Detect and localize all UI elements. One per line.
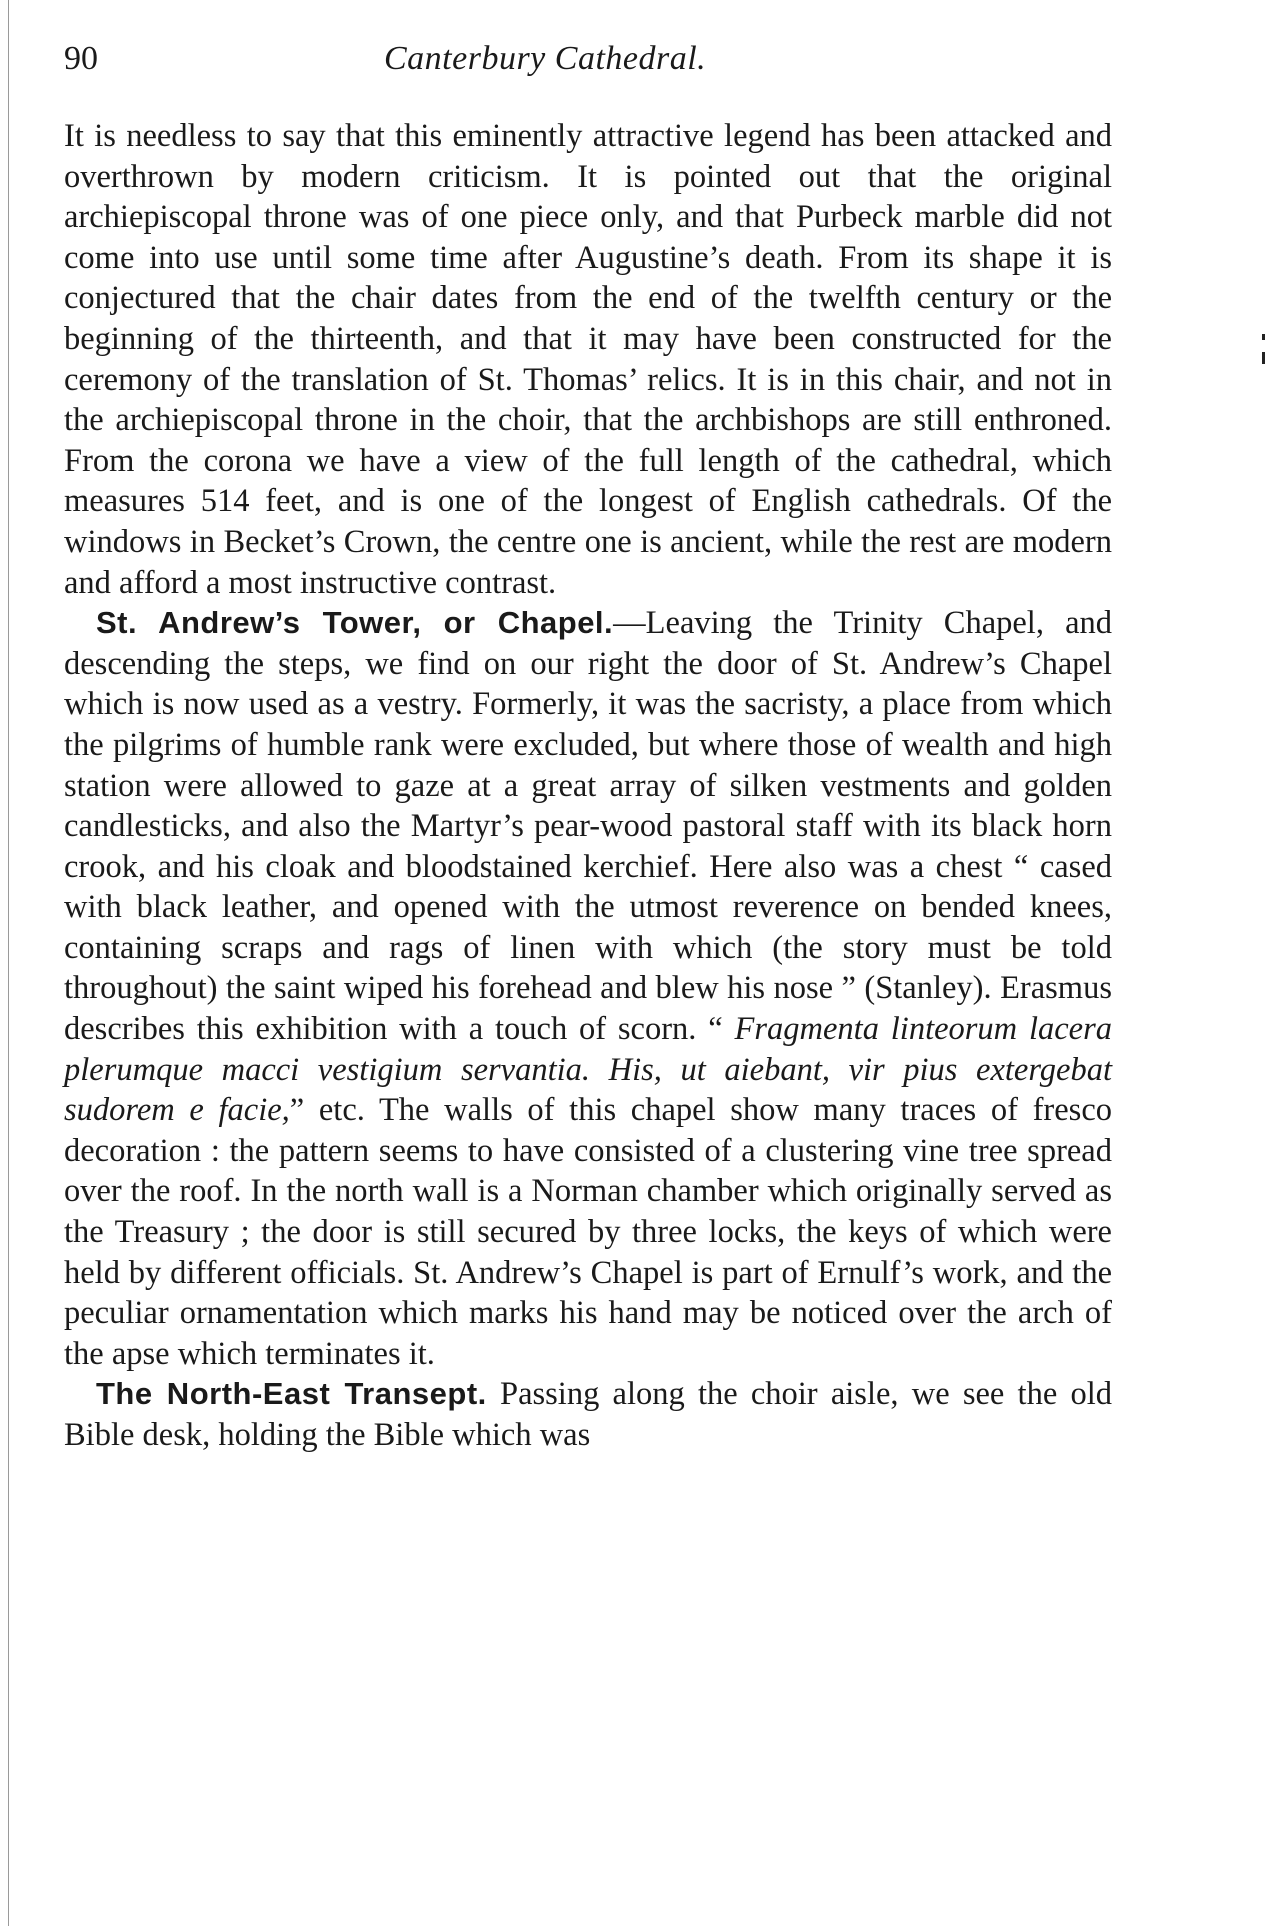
paragraph xyxy=(64,1374,1112,1455)
paragraph-text: ” etc. The walls of this chapel show many traces of fresco decoration : the pattern seems to have consisted of a clustering vine tree spread over the roof. In the north wall is a Norman chamber which originally served as the Treasury ; the door is still secured by three locks, the keys of which were held by different officials. St. Andrew’s Chapel is part of Ernulf’s work, and the peculiar ornamentation which marks his hand may be noticed over the arch of the apse which terminates it. xyxy=(64,1092,1112,1372)
running-title: Canterbury Cathedral. xyxy=(384,40,707,77)
section-heading-north-east-transept: The North-East Transept. xyxy=(96,1376,487,1412)
latin-quotation: Fragmenta linteorum lacera plerumque macci vestigium servantia. His, ut aiebant, vir pius extergebat sudorem e facie, xyxy=(64,1011,1112,1129)
paragraph-text: It is needless to say that this eminently attractive legend has been attacked and overthrown by modern criticism. It is pointed out that the original archiepiscopal throne was of one piece only, and that Purbeck marble did not come into use until some time after Augustine’s death. From its shape it is conjectured that the chair dates from the end of the twelfth century or the beginning of the thirteenth, and that it may have been constructed for the ceremony of the translation of St. Thomas’ relics. It is in this chair, and not in the archiepiscopal throne in the choir, that the archbishops are still enthroned. From the corona we have a view of the full length of the cathedral, which measures 514 feet, and is one of the longest of English cathedrals. Of the windows in Becket’s Crown, the centre one is ancient, while the rest are modern and afford a most instructive contrast. xyxy=(64,118,1112,601)
page-number: 90 xyxy=(64,40,98,77)
scan-edge-mark xyxy=(1262,352,1265,364)
scan-edge-mark xyxy=(1262,334,1265,340)
paragraph-text: —Leaving the Trinity Chapel, and descending the steps, we find on our right the door of St. Andrew’s Chapel which is now used as a vestry. Formerly, it was the sacristy, a place from which the pilgrims of humble rank were excluded, but where those of wealth and high station were allowed to gaze at a great array of silken vestments and golden candlesticks, and also the Martyr’s pear-wood pastoral staff with its black horn crook, and his cloak and bloodstained kerchief. Here also was a chest “ cased with black leather, and opened with the utmost reverence on bended knees, containing scraps and rags of linen with which (the story must be told throughout) the saint wiped his forehead and blew his nose ” (Stanley). Erasmus describes this exhibition with a touch of scorn. “ xyxy=(64,605,1113,1048)
paragraph xyxy=(64,116,1112,603)
book-page xyxy=(64,40,1112,1456)
body-text xyxy=(64,116,1112,1456)
paragraph xyxy=(64,603,1112,1374)
scan-margin-rule xyxy=(8,0,9,1926)
paragraph-text: Passing along the choir aisle, we see the old Bible desk, holding the Bible which was xyxy=(64,1376,1112,1453)
section-heading-st-andrews: St. Andrew’s Tower, or Chapel. xyxy=(96,605,614,641)
running-head xyxy=(64,40,1112,94)
